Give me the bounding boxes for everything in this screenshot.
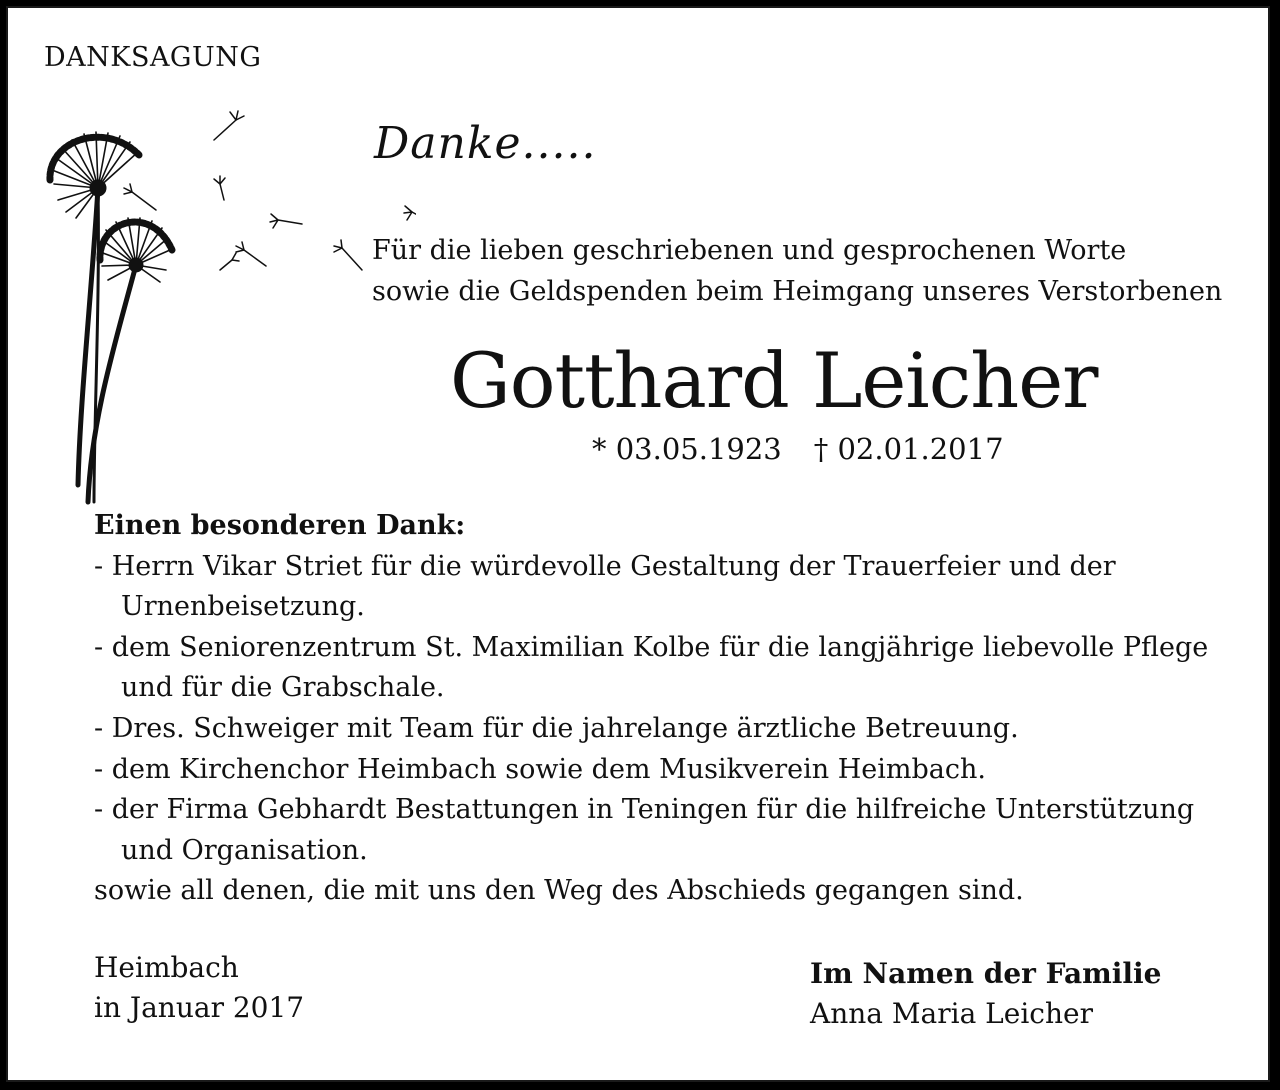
intro-text [372, 230, 1222, 312]
obituary-card [6, 6, 1270, 1082]
birth-date: * 03.05.1923 [592, 432, 782, 466]
thanks-item: - Herrn Vikar Striet für die würdevolle Gestaltung der Trauerfeier und der Urnenbeisetzung. [94, 550, 1116, 623]
thanks-heading: Einen besonderen Dank: [94, 510, 466, 541]
thanks-item: - dem Kirchenchor Heimbach sowie dem Musikverein Heimbach. [94, 753, 986, 785]
danke-heading: Danke..... [374, 118, 597, 169]
thanks-section [94, 506, 1214, 912]
thanks-item: - der Firma Gebhardt Bestattungen in Teningen für die hilfreiche Unterstützung und Organisation. [94, 794, 1195, 866]
intro-line: sowie die Geldspenden beim Heimgang unseres Verstorbenen [372, 276, 1223, 307]
death-date: † 02.01.2017 [813, 432, 1004, 466]
family-heading: Im Namen der Familie [810, 957, 1162, 990]
thanks-closing: sowie all denen, die mit uns den Weg des Abschieds gegangen sind. [94, 875, 1024, 907]
intro-line: Für die lieben geschriebenen und gesprochenen Worte [372, 235, 1127, 266]
place: Heimbach [94, 951, 239, 984]
thanks-item: - Dres. Schweiger mit Team für die jahrelange ärztliche Betreuung. [94, 712, 1019, 744]
thanks-item: - dem Seniorenzentrum St. Maximilian Kolbe für die langjährige liebevolle Pflege und für die Grabschale. [94, 631, 1209, 704]
date-line: in Januar 2017 [94, 991, 305, 1024]
notice-label: DANKSAGUNG [44, 42, 262, 73]
dandelion-icon [36, 100, 416, 510]
place-date [94, 948, 304, 1028]
life-dates [592, 432, 1004, 466]
family-name: Anna Maria Leicher [810, 997, 1093, 1030]
deceased-name: Gotthard Leicher [450, 336, 1098, 425]
family-signature [810, 954, 1162, 1034]
